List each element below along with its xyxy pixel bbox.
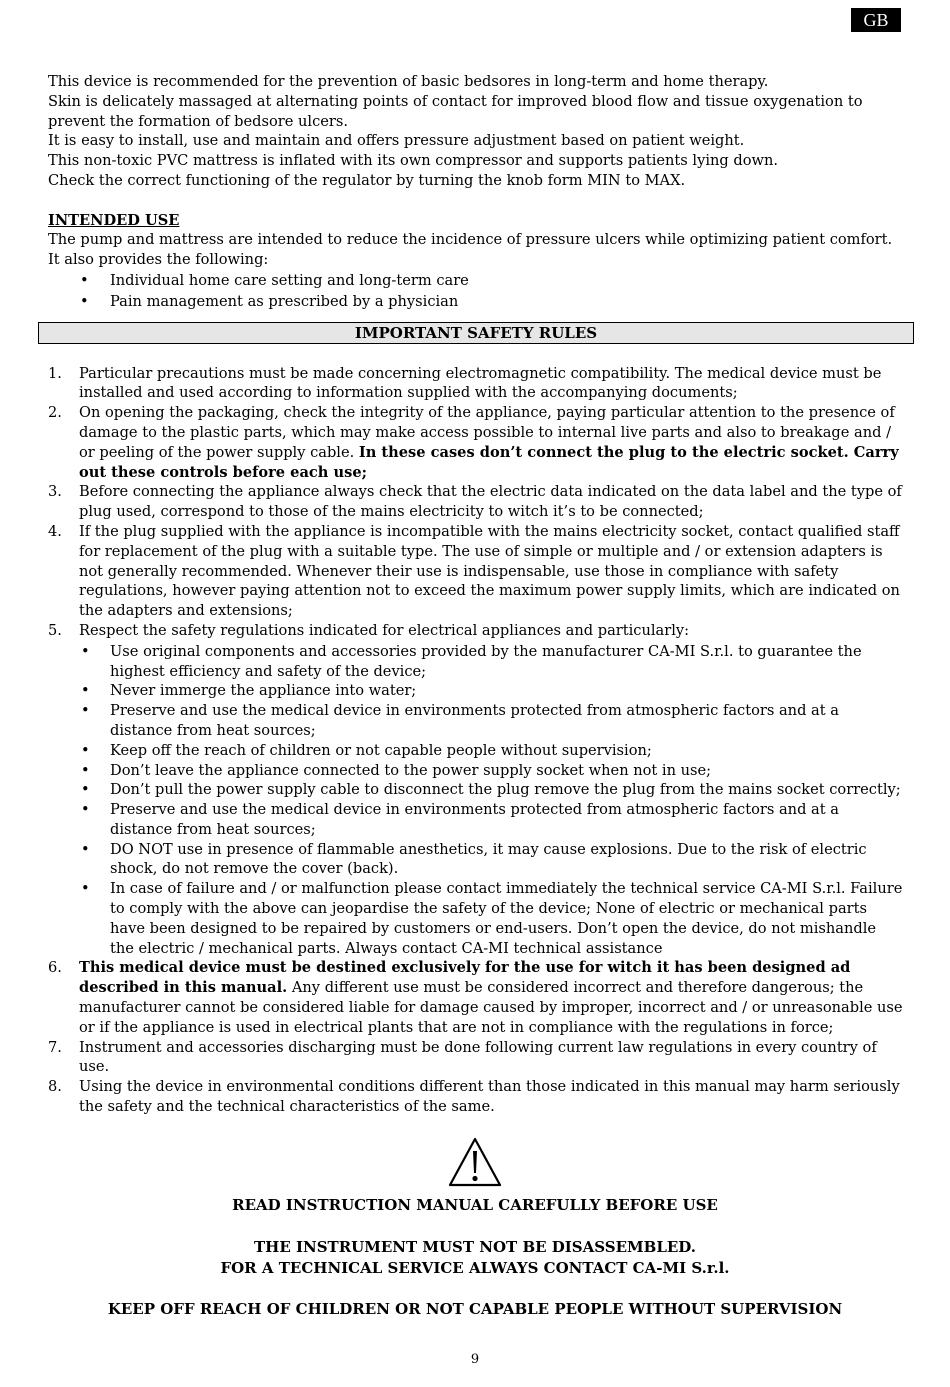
intro-line: Check the correct functioning of the regulator by turning the knob form MIN to MAX.	[48, 171, 686, 189]
intended-use-line: It also provides the following:	[48, 251, 269, 269]
list-item: • Don’t pull the power supply cable to disconnect the plug remove the plug from the mains socket correctly;	[79, 780, 904, 800]
rule-item	[48, 482, 904, 522]
list-item: • Keep off the reach of children or not capable people without supervision;	[79, 741, 904, 761]
rule-text: On opening the packaging, check the integrity of the appliance, paying particular attention to the presence of damage to the plastic parts, which may make access possible to internal live parts and also to breakage and / or peeling of the power supply cable.	[79, 404, 895, 461]
list-item: • Use original components and accessories provided by the manufacturer CA-MI S.r.l. to guarantee the highest efficiency and safety of the device;	[79, 642, 904, 682]
rule-text: Respect the safety regulations indicated for electrical appliances and particularly:	[79, 621, 690, 639]
intro-line: Skin is delicately massaged at alternating points of contact for improved blood flow and tissue oxygenation to prevent the formation of bedsore ulcers.	[48, 92, 863, 130]
rule-text: Any different use must be considered incorrect and therefore dangerous; the manufacturer cannot be considered liable for damage caused by improper, incorrect and / or unreasonable use or if the appliance is used in electrical plants that are not in compliance with the regulations in force;	[79, 979, 903, 1036]
intro-line: This device is recommended for the prevention of basic bedsores in long-term and home therapy.	[48, 73, 769, 90]
rule-item	[48, 1038, 904, 1078]
keep-off-notice: KEEP OFF REACH OF CHILDREN OR NOT CAPABLE PEOPLE WITHOUT SUPERVISION	[107, 1300, 843, 1318]
rule-number: 2.	[48, 404, 62, 422]
list-item: • Individual home care setting and long-term care	[48, 271, 904, 291]
list-item: • DO NOT use in presence of flammable anesthetics, it may cause explosions. Due to the risk of electric shock, do not remove the cover (back).	[79, 840, 904, 880]
rule-number: 1.	[48, 364, 62, 382]
rule-number: 5.	[48, 621, 62, 639]
intended-use-section	[48, 211, 904, 312]
rule-sublist	[79, 642, 904, 959]
list-item: • Don’t leave the appliance connected to the power supply socket when not in use;	[79, 761, 904, 781]
page-content	[48, 72, 904, 1117]
rule-number: 8.	[48, 1078, 62, 1096]
rule-number: 6.	[48, 959, 62, 977]
language-badge: GB	[851, 8, 901, 32]
rule-text: If the plug supplied with the appliance is incompatible with the mains electricity socket, contact qualified staff for replacement of the plug with a suitable type. The use of simple or multiple and / or extension adapters is not generally recommended. Whenever their use is indispensable, use those in compliance with safety regulations, however paying attention not to exceed the maximum power supply limits, which are indicated on the adapters and extensions;	[79, 522, 900, 620]
no-disassemble-notice: THE INSTRUMENT MUST NOT BE DISASSEMBLED.	[253, 1238, 696, 1256]
list-item: • Preserve and use the medical device in environments protected from atmospheric factors and at a distance from heat sources;	[79, 800, 904, 840]
rule-number: 7.	[48, 1038, 62, 1056]
list-item: • Pain management as prescribed by a physician	[48, 292, 904, 312]
page-number: 9	[470, 1352, 480, 1367]
rule-item	[48, 522, 904, 621]
rule-item	[48, 1077, 904, 1117]
safety-rules-header: IMPORTANT SAFETY RULES	[38, 322, 914, 344]
intended-use-line: The pump and mattress are intended to reduce the incidence of pressure ulcers while optimizing patient comfort.	[48, 231, 893, 249]
technical-service-notice: FOR A TECHNICAL SERVICE ALWAYS CONTACT CA-MI S.r.l.	[220, 1259, 730, 1277]
intro-line: It is easy to install, use and maintain and offers pressure adjustment based on patient weight.	[48, 132, 745, 150]
rule-item	[48, 403, 904, 482]
rule-number: 4.	[48, 522, 62, 540]
rule-item	[48, 364, 904, 404]
rule-text: Before connecting the appliance always check that the electric data indicated on the data label and the type of plug used, correspond to those of the mains electricity to witch it’s to be connected;	[79, 483, 902, 521]
list-item: • Preserve and use the medical device in environments protected from atmospheric factors and at a distance from heat sources;	[79, 701, 904, 741]
rule-item	[48, 958, 904, 1037]
read-manual-notice: READ INSTRUCTION MANUAL CAREFULLY BEFORE USE	[232, 1196, 718, 1214]
rule-bold-text: This medical device must be destined exclusively for the use for witch it has been designed ad described in this manual.	[79, 959, 851, 997]
intro-line: This non-toxic PVC mattress is inflated with its own compressor and supports patients lying down.	[48, 152, 779, 170]
rule-item	[48, 621, 904, 959]
rule-number: 3.	[48, 483, 62, 501]
rule-text: Instrument and accessories discharging must be done following current law regulations in every country of use.	[79, 1038, 877, 1076]
list-item: • Never immerge the appliance into water;	[79, 681, 904, 701]
list-item: • In case of failure and / or malfunction please contact immediately the technical service CA-MI S.r.l. Failure to comply with the above can jeopardise the safety of the device; None of electric or mechanical parts have been designed to be repaired by customers or end-users. Don’t open the device, do not mishandle the electric / mechanical parts. Always contact CA-MI technical assistance	[79, 879, 904, 958]
rule-text: Using the device in environmental conditions different than those indicated in this manual may harm seriously the safety and the technical characteristics of the same.	[79, 1078, 900, 1116]
intended-use-title: INTENDED USE	[48, 211, 180, 229]
intended-use-list	[48, 271, 904, 312]
warning-triangle-icon	[447, 1136, 503, 1188]
rule-text: Particular precautions must be made concerning electromagnetic compatibility. The medical device must be installed and used according to information supplied with the accompanying documents;	[79, 364, 882, 402]
safety-rules-list	[48, 364, 904, 1117]
rule-bold-text: In these cases don’t connect the plug to the electric socket. Carry out these controls before each use;	[79, 443, 899, 481]
intro-paragraph	[48, 72, 904, 191]
